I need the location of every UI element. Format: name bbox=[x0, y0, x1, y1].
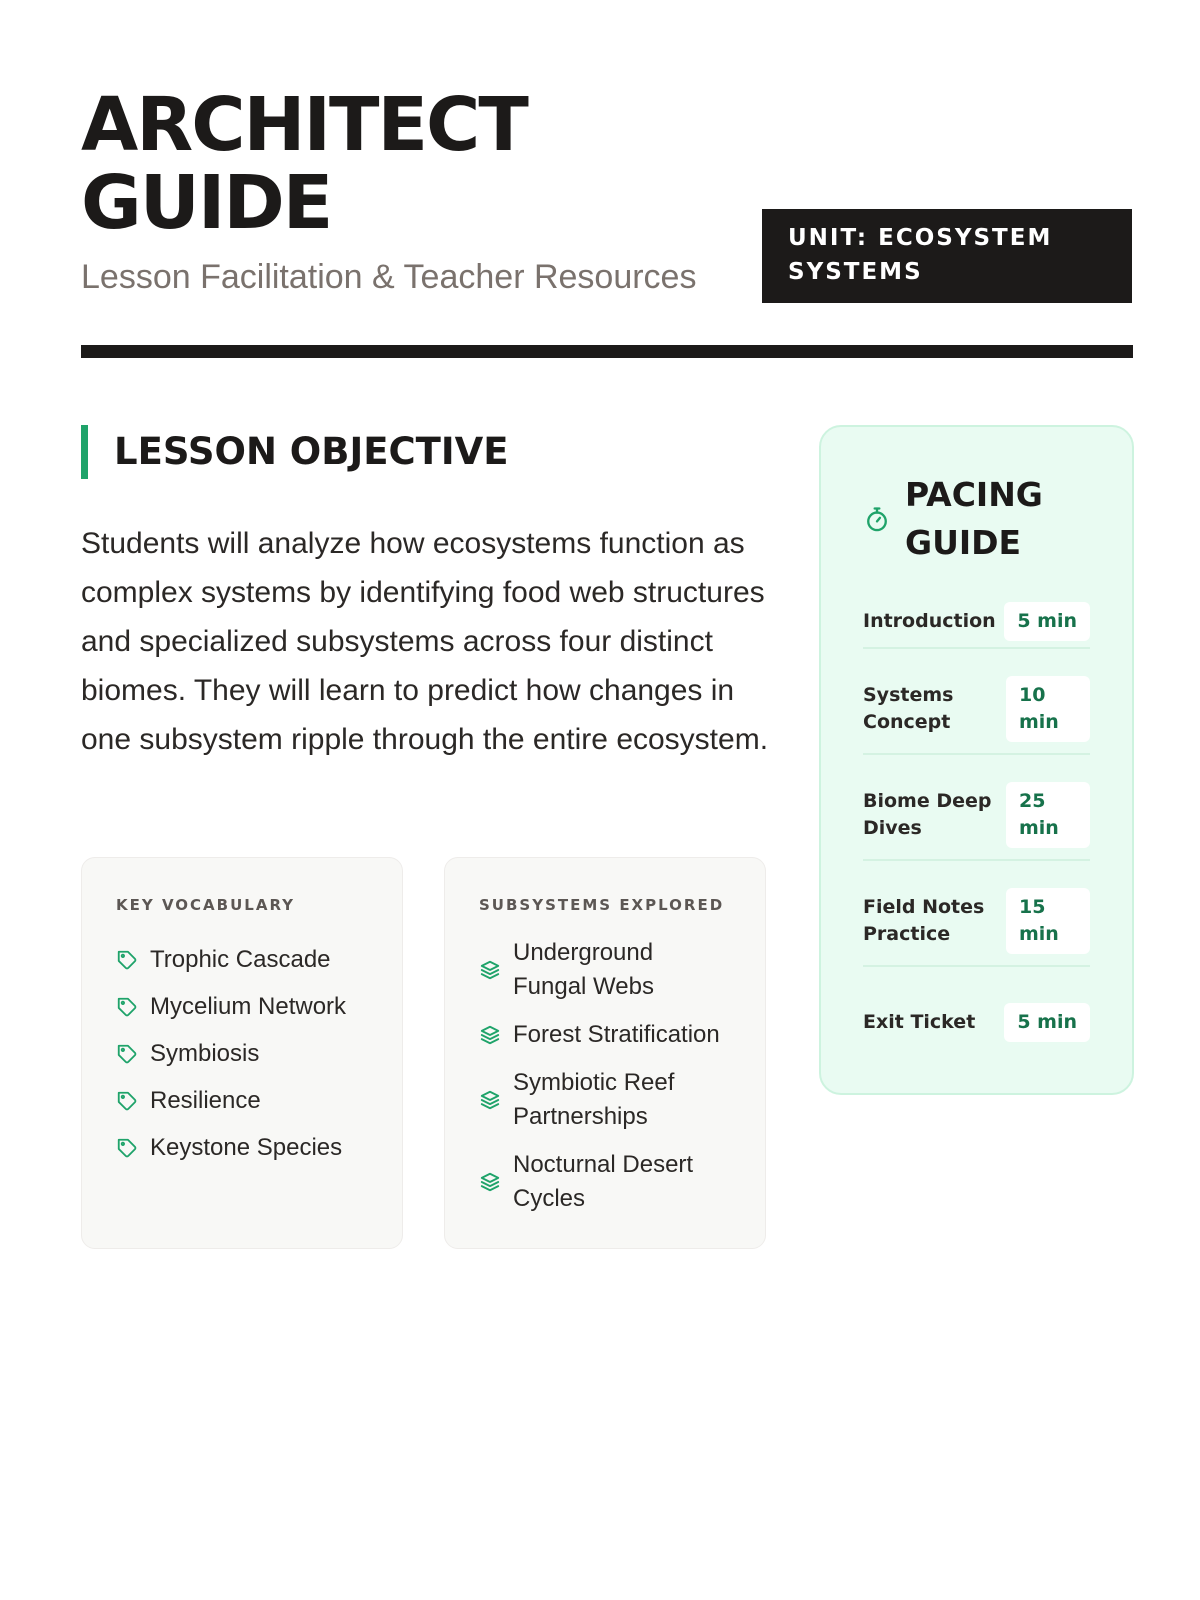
pacing-activity: Systems Concept bbox=[863, 684, 954, 733]
title-line-1: ARCHITECT bbox=[81, 82, 527, 168]
key-vocabulary-title: KEY VOCABULARY bbox=[116, 896, 296, 914]
subsystem-label: Underground Fungal Webs bbox=[513, 939, 654, 1000]
vocabulary-label: Resilience bbox=[150, 1086, 261, 1114]
tag-icon bbox=[116, 996, 138, 1018]
pacing-row bbox=[863, 889, 1090, 967]
page-subtitle: Lesson Facilitation & Teacher Resources bbox=[81, 258, 697, 296]
pacing-duration: 15 min bbox=[1006, 888, 1090, 954]
subsystems-title: SUBSYSTEMS EXPLORED bbox=[479, 896, 725, 914]
pacing-guide-title: PACING GUIDE bbox=[905, 475, 1043, 562]
pacing-activity: Field Notes Practice bbox=[863, 896, 985, 945]
subsystem-label: Forest Stratification bbox=[513, 1021, 720, 1048]
pacing-activity: Exit Ticket bbox=[863, 1010, 976, 1033]
vocabulary-item bbox=[116, 1124, 368, 1171]
vocabulary-label: Symbiosis bbox=[150, 1039, 260, 1067]
subsystem-label: Nocturnal Desert Cycles bbox=[513, 1151, 694, 1212]
vocabulary-label: Mycelium Network bbox=[150, 992, 347, 1020]
tag-icon bbox=[116, 1137, 138, 1159]
vocabulary-label: Keystone Species bbox=[150, 1133, 343, 1161]
subsystems-card bbox=[444, 857, 766, 1249]
tag-icon bbox=[116, 1043, 138, 1065]
lesson-objective-text: Students will analyze how ecosystems function as complex systems by identifying food web structures and specialized subsystems across four distinct biomes. They will learn to predict how changes in one subsystem ripple through the entire ecosystem. bbox=[81, 527, 769, 756]
subsystem-item bbox=[479, 1018, 731, 1052]
header-divider bbox=[81, 345, 1133, 358]
pacing-guide-card bbox=[819, 425, 1134, 1095]
vocabulary-label: Trophic Cascade bbox=[150, 945, 331, 973]
tag-icon bbox=[116, 949, 138, 971]
vocabulary-item bbox=[116, 936, 368, 983]
vocabulary-item bbox=[116, 983, 368, 1030]
subsystem-label: Symbiotic Reef Partnerships bbox=[513, 1069, 675, 1130]
vocabulary-list bbox=[116, 936, 368, 1171]
subsystems-list bbox=[479, 936, 731, 1216]
subsystem-item bbox=[479, 1148, 731, 1216]
key-vocabulary-card bbox=[81, 857, 403, 1249]
pacing-duration: 5 min bbox=[1004, 1003, 1090, 1042]
subsystem-item bbox=[479, 936, 731, 1004]
stopwatch-icon bbox=[863, 505, 891, 533]
layers-icon bbox=[479, 959, 501, 981]
pacing-row bbox=[863, 677, 1090, 755]
pacing-duration: 10 min bbox=[1006, 676, 1090, 742]
layers-icon bbox=[479, 1171, 501, 1193]
vocabulary-item bbox=[116, 1077, 368, 1124]
layers-icon bbox=[479, 1089, 501, 1111]
pacing-row bbox=[863, 595, 1090, 649]
layers-icon bbox=[479, 1024, 501, 1046]
pacing-activity: Biome Deep Dives bbox=[863, 790, 992, 839]
pacing-activity: Introduction bbox=[863, 609, 996, 632]
pacing-rows bbox=[863, 595, 1090, 1049]
tag-icon bbox=[116, 1090, 138, 1112]
pacing-duration: 25 min bbox=[1006, 782, 1090, 848]
pacing-guide-header bbox=[863, 471, 1090, 567]
unit-badge: UNIT: ECOSYSTEM SYSTEMS bbox=[762, 209, 1132, 303]
pacing-row bbox=[863, 783, 1090, 861]
page-header bbox=[81, 82, 1133, 358]
subsystem-item bbox=[479, 1066, 731, 1134]
title-line-2: GUIDE bbox=[81, 160, 332, 246]
lesson-objective-heading: LESSON OBJECTIVE bbox=[81, 425, 509, 479]
vocabulary-item bbox=[116, 1030, 368, 1077]
page-title bbox=[81, 82, 527, 246]
pacing-row bbox=[863, 995, 1090, 1049]
pacing-duration: 5 min bbox=[1004, 602, 1090, 641]
